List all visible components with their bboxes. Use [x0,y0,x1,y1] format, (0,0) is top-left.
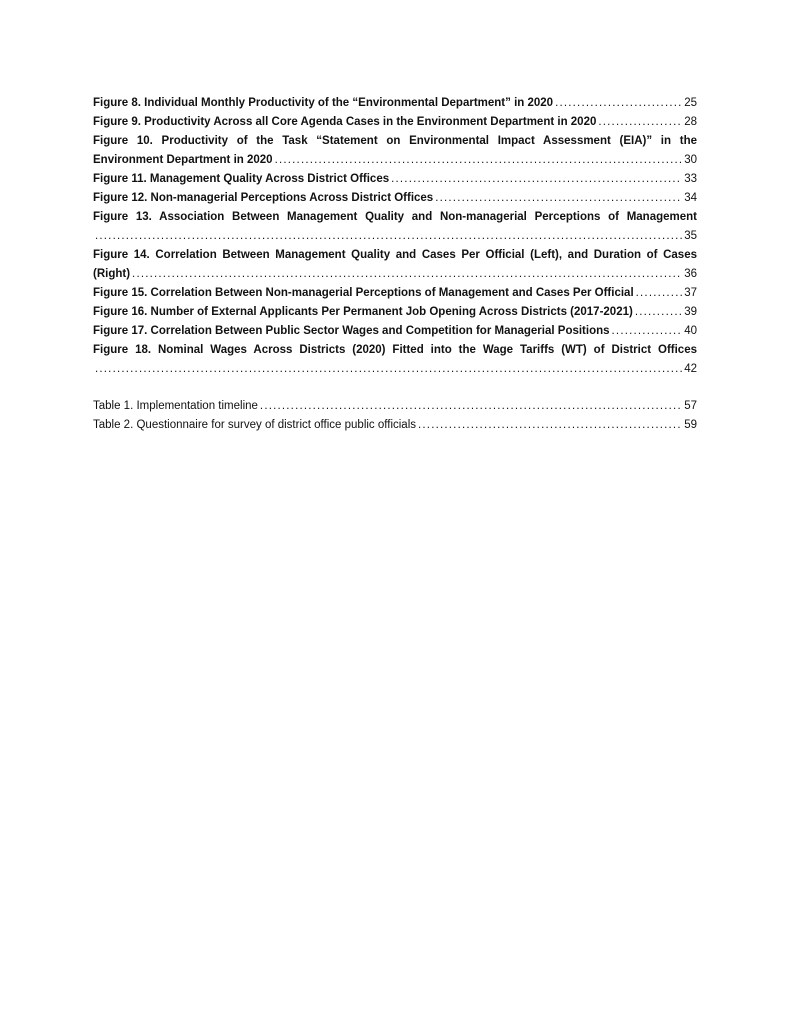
leader-dots [260,397,682,416]
section-spacer [93,379,697,397]
toc-entry-title: Table 1. Implementation timeline [93,400,258,412]
toc-entry-title: Figure 17. Correlation Between Public Sector Wages and Competition for Managerial Positions [93,325,610,337]
toc-entry-figure-9[interactable] [93,113,697,132]
leader-dots [95,360,682,379]
toc-entry-title: Table 2. Questionnaire for survey of district office public officials [93,419,417,431]
toc-entry-title: Figure 12. Non-managerial Perceptions Across District Offices [93,192,434,204]
toc-entry-title: Figure 9. Productivity Across all Core Agenda Cases in the Environment Department in 2020 [93,116,597,128]
toc-entry-figure-11[interactable] [93,170,697,189]
toc-page-number: 30 [684,154,697,166]
toc-page-number: 42 [684,363,697,375]
toc-entry-figure-8[interactable] [93,94,697,113]
toc-entry-figure-10[interactable] [93,132,697,170]
toc-entry-figure-16[interactable] [93,303,697,322]
toc-entry-title-line-1: Figure 10. Productivity of the Task “Statement on Environmental Impact Assessment (EIA)” in the [93,135,697,147]
toc-entry-table-1[interactable] [93,397,697,416]
leader-dots [95,227,682,246]
toc-entry-title-line-1: Figure 13. Association Between Management Quality and Non-managerial Perceptions of Management [93,211,697,223]
toc-entry-title-line-1: Figure 14. Correlation Between Management Quality and Cases Per Official (Left), and Duration of Cases [93,249,697,261]
toc-page-number: 39 [684,306,697,318]
toc-page-number: 59 [684,419,697,431]
toc-entry-title: Figure 15. Correlation Between Non-managerial Perceptions of Management and Cases Per Official [93,287,634,299]
toc-page-number: 37 [684,287,697,299]
leader-dots [598,113,682,132]
toc-entry-figure-13[interactable] [93,208,697,246]
toc-entry-figure-12[interactable] [93,189,697,208]
leader-dots [612,322,683,341]
leader-dots [636,284,683,303]
leader-dots [275,151,683,170]
toc-page-number: 33 [684,173,697,185]
toc-entry-table-2[interactable] [93,416,697,435]
toc-entry-figure-14[interactable] [93,246,697,284]
toc-entry-title-line-1: Figure 18. Nominal Wages Across Districts (2020) Fitted into the Wage Tariffs (WT) of District Offices [93,344,697,356]
toc-page-number: 36 [684,268,697,280]
leader-dots [132,265,682,284]
toc-entry-title-line-2: (Right) [93,268,131,280]
toc-page-number: 28 [684,116,697,128]
toc-entry-title: Figure 8. Individual Monthly Productivity of the “Environmental Department” in 2020 [93,97,554,109]
toc-page-number: 25 [684,97,697,109]
toc-entry-figure-15[interactable] [93,284,697,303]
leader-dots [435,189,682,208]
leader-dots [418,416,682,435]
toc-entry-title: Figure 11. Management Quality Across District Offices [93,173,390,185]
leader-dots [391,170,682,189]
toc-entry-title-line-2: Environment Department in 2020 [93,154,273,166]
toc-page-number: 35 [684,230,697,242]
leader-dots [635,303,682,322]
toc-entry-title: Figure 16. Number of External Applicants Per Permanent Job Opening Across Districts (2017-2021) [93,306,633,318]
toc-entry-figure-18[interactable] [93,341,697,379]
toc-page-number: 34 [684,192,697,204]
toc-entry-figure-17[interactable] [93,322,697,341]
leader-dots [555,94,682,113]
toc-page-number: 40 [684,325,697,337]
table-of-contents [93,94,697,435]
toc-page-number: 57 [684,400,697,412]
